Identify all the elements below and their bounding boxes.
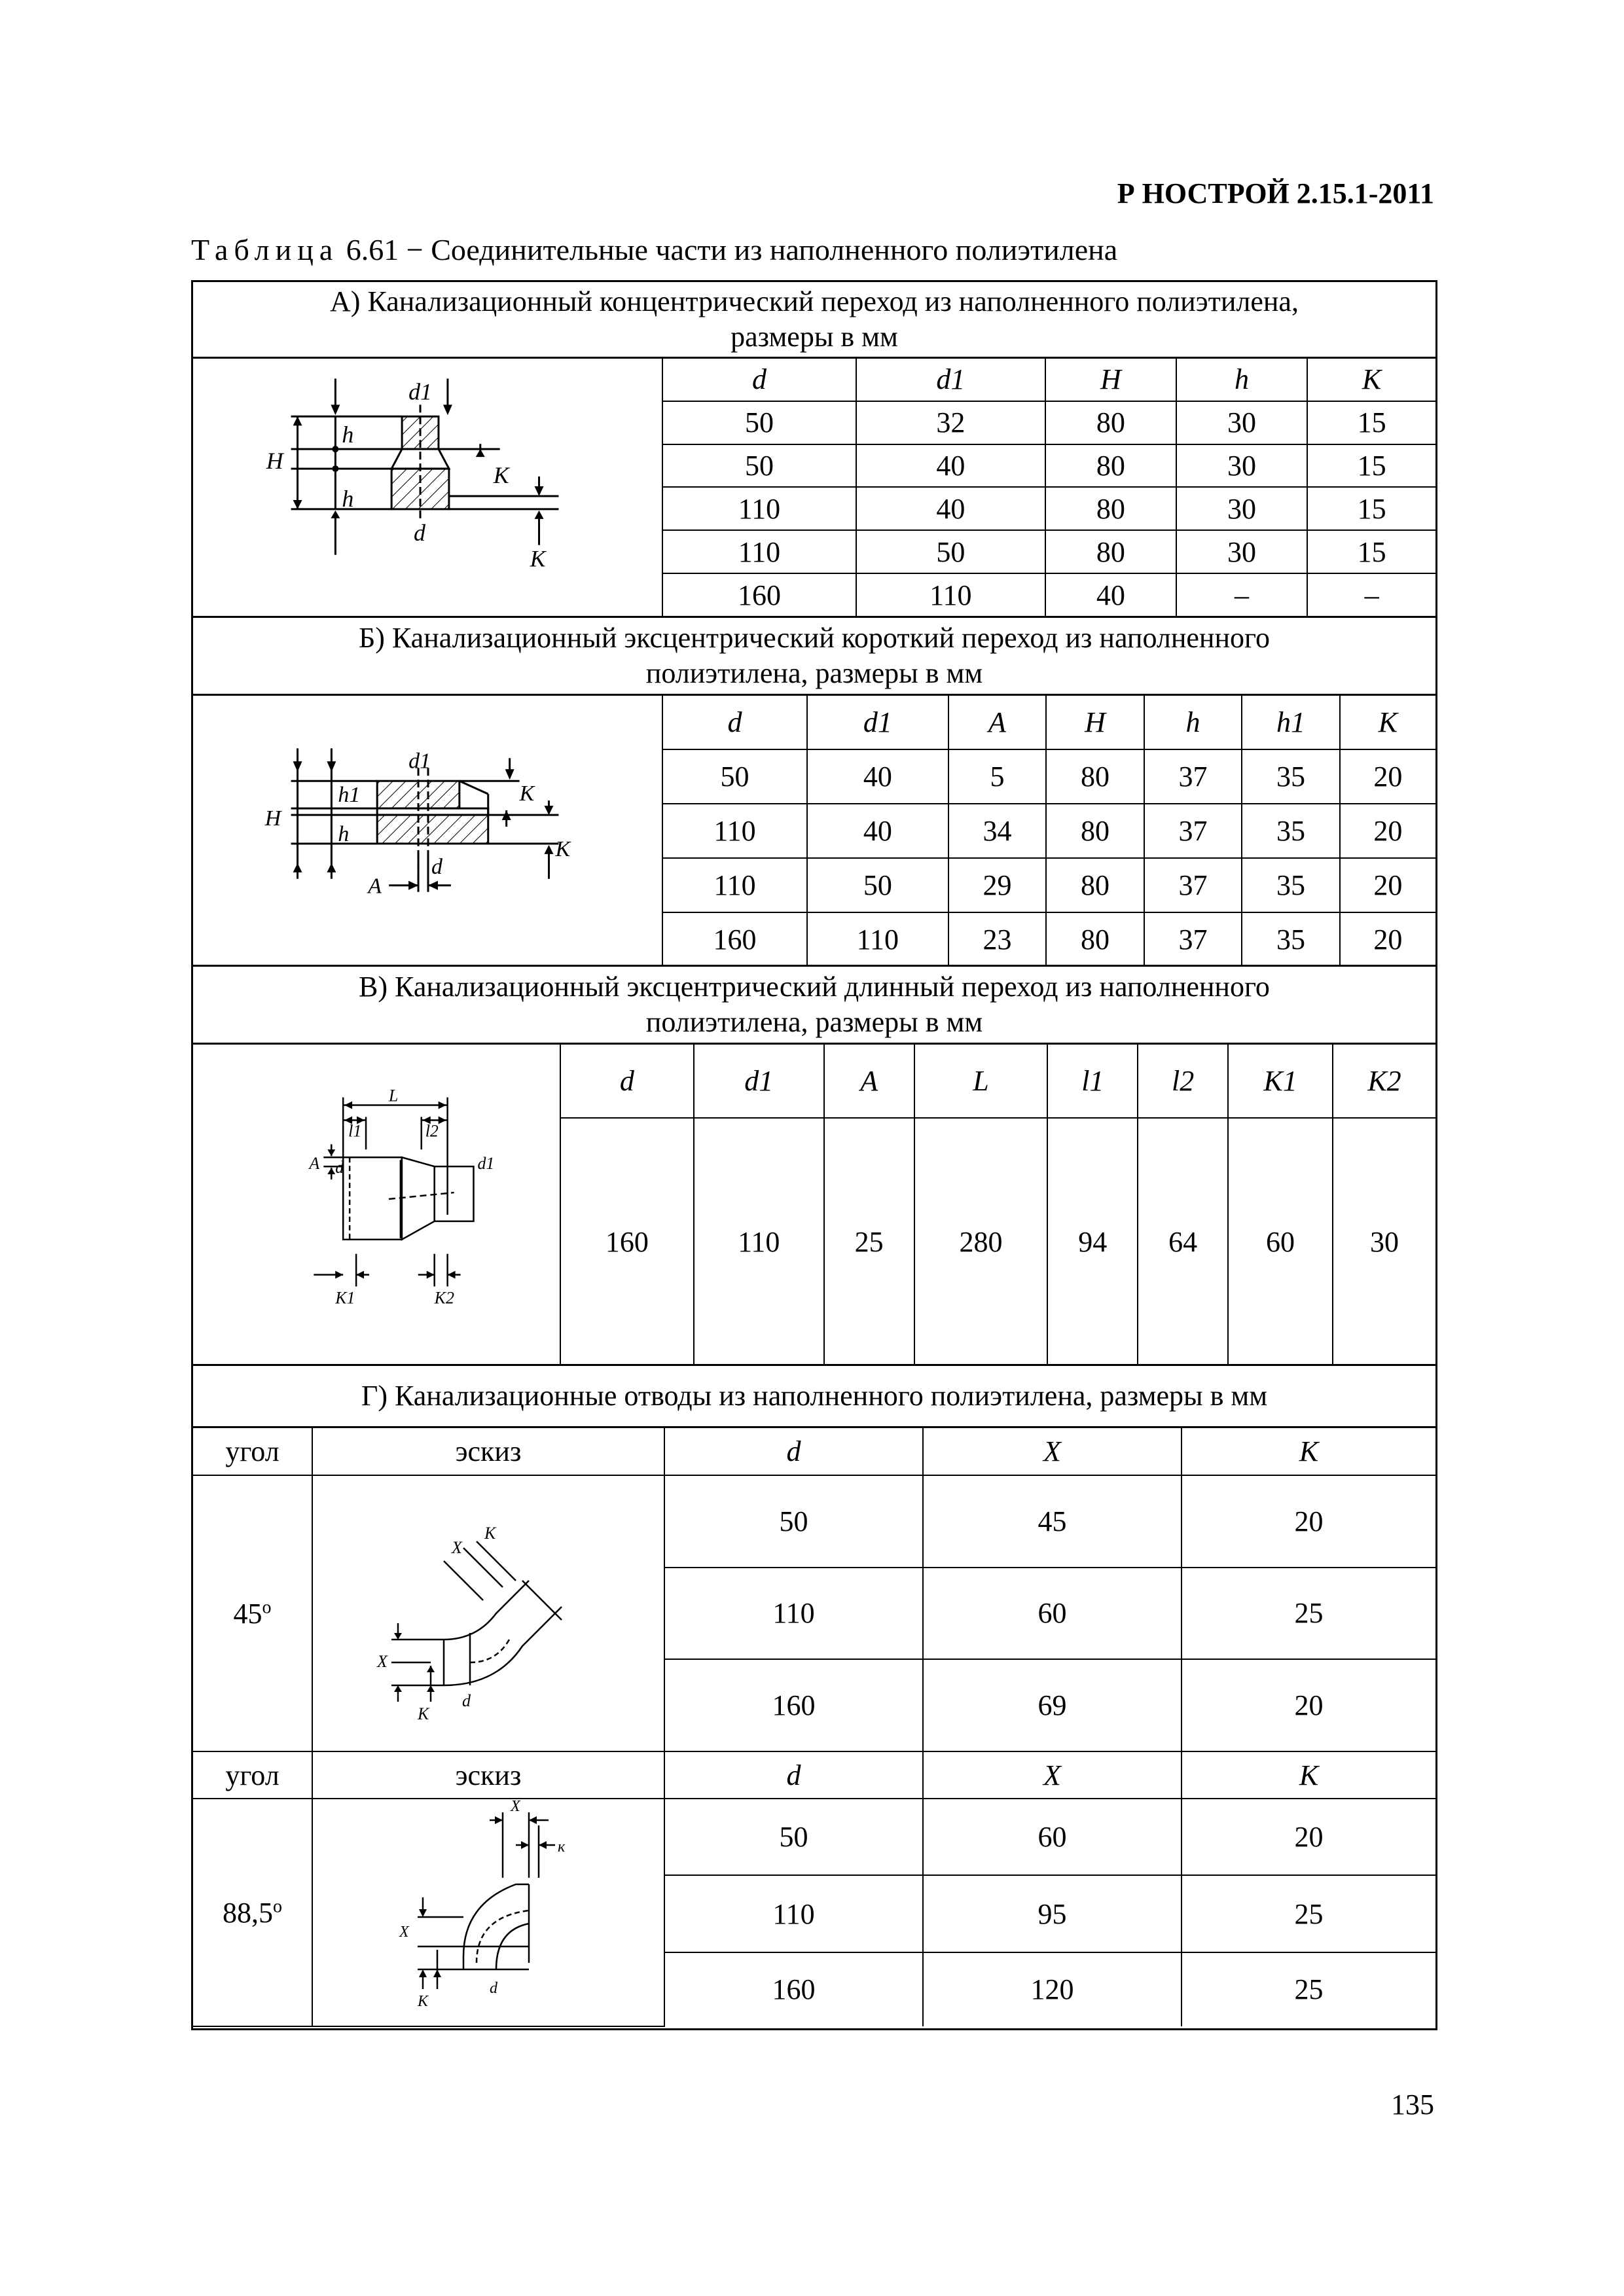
cell: 30: [1333, 1118, 1435, 1365]
cell: 20: [1340, 912, 1435, 966]
cell: 60: [1228, 1118, 1333, 1365]
section-v-header-row: [560, 1045, 1435, 1118]
angle-88-5: [193, 1799, 312, 2026]
table-row: [662, 530, 1435, 573]
cell: 94: [1047, 1118, 1138, 1365]
sketch-88-5-cell: [312, 1799, 664, 2026]
section-a-header-d: d: [662, 359, 856, 401]
cell: 80: [1046, 912, 1144, 966]
section-a-table: [662, 359, 1435, 616]
header-d: d: [664, 1428, 923, 1475]
cell: 50: [664, 1799, 923, 1875]
table-row: [662, 487, 1435, 530]
cell: 110: [694, 1118, 824, 1365]
section-b-title-line1: Б) Канализационный эксцентрический короткий переход из наполненного: [359, 622, 1270, 654]
eccentric-long-reducer-drawing: [193, 1045, 560, 1365]
section-b: [191, 616, 1437, 966]
sketch-v-label-K2: K2: [434, 1288, 454, 1308]
cell: 110: [662, 487, 856, 530]
table-row: [193, 1799, 1435, 1875]
sketch-a-label-d1: d1: [408, 378, 432, 405]
cell: 20: [1340, 858, 1435, 912]
section-b-table: [662, 696, 1435, 966]
section-v-header-d1: d1: [694, 1045, 824, 1118]
sketch-a-label-h-top: h: [342, 422, 354, 448]
sketch-b-label-h1: h1: [338, 783, 361, 808]
document-code: Р НОСТРОЙ 2.15.1-2011: [1117, 177, 1434, 209]
table-row: [662, 401, 1435, 444]
section-v-header-K1: K1: [1228, 1045, 1333, 1118]
sketch-b-label-d1: d1: [408, 749, 431, 774]
sketch-a-label-K-upper: K: [493, 462, 509, 489]
sketch-45-label-K-top: K: [484, 1524, 496, 1543]
cell: 120: [923, 1952, 1182, 2026]
sketch-45-label-X: X: [452, 1538, 462, 1557]
cell: 20: [1182, 1799, 1435, 1875]
cell: 20: [1340, 804, 1435, 858]
header-d: d: [664, 1751, 923, 1799]
cell: 160: [662, 573, 856, 616]
table-row: [662, 858, 1435, 912]
cell: 32: [856, 401, 1045, 444]
cell: 110: [662, 858, 807, 912]
cell: 110: [856, 573, 1045, 616]
table-row: [662, 749, 1435, 804]
sketch-b-label-K-lower: K: [555, 836, 571, 861]
cell: 20: [1182, 1659, 1435, 1751]
section-v-title-line2: полиэтилена, размеры в мм: [645, 1006, 983, 1038]
section-v: [191, 965, 1437, 1365]
cell: 40: [856, 487, 1045, 530]
sketch-b-label-d: d: [431, 854, 442, 879]
section-a: [191, 280, 1437, 618]
section-a-header-d1: d1: [856, 359, 1045, 401]
section-b-header-h1: h1: [1242, 696, 1340, 749]
sketch-45-label-X-side: X: [377, 1652, 388, 1671]
section-v-header-A: A: [824, 1045, 914, 1118]
table-row: [560, 1118, 1435, 1365]
header-X: X: [923, 1751, 1182, 1799]
cell: 110: [662, 530, 856, 573]
cell: 110: [807, 912, 948, 966]
cell: 25: [1182, 1952, 1435, 2026]
cell: 160: [664, 1659, 923, 1751]
header-angle: угол: [193, 1428, 312, 1475]
cell: 34: [948, 804, 1047, 858]
degree-sign: о: [262, 1596, 272, 1617]
cell: 69: [923, 1659, 1182, 1751]
sketch-a-label-H: H: [266, 448, 283, 475]
cell: 25: [824, 1118, 914, 1365]
sketch-b-label-K-upper: K: [519, 781, 535, 806]
table-caption-label: Таблица: [191, 233, 339, 266]
sketch-v-label-d: d: [335, 1158, 344, 1177]
table-caption: [191, 232, 1117, 267]
section-b-header-A: A: [948, 696, 1047, 749]
section-a-title: [193, 280, 1435, 359]
section-b-sketch: [193, 696, 663, 966]
cell: 280: [914, 1118, 1048, 1365]
section-a-header-row: [662, 359, 1435, 401]
table-row: [662, 804, 1435, 858]
table-row: [662, 444, 1435, 488]
cell: 30: [1176, 401, 1307, 444]
cell: 35: [1242, 749, 1340, 804]
section-a-header-h: h: [1176, 359, 1307, 401]
cell: 40: [807, 804, 948, 858]
section-v-sketch: [193, 1045, 561, 1365]
section-b-header-h: h: [1144, 696, 1242, 749]
cell: 37: [1144, 858, 1242, 912]
section-v-header-d: d: [560, 1045, 694, 1118]
cell: 80: [1046, 858, 1144, 912]
elbow-88-5-drawing: [313, 1799, 664, 2026]
sketch-88-label-X-top: X: [511, 1799, 520, 1815]
cell: 15: [1307, 401, 1435, 444]
cell: 35: [1242, 912, 1340, 966]
cell: 80: [1045, 530, 1176, 573]
elbow-45-drawing: [313, 1476, 664, 1751]
cell: 35: [1242, 858, 1340, 912]
sketch-a-label-h-bottom: h: [342, 485, 354, 512]
section-v-header-l2: l2: [1138, 1045, 1228, 1118]
header-sketch: эскиз: [312, 1751, 664, 1799]
page-number: 135: [1391, 2089, 1434, 2121]
cell: 110: [664, 1568, 923, 1660]
sketch-b-label-A: A: [368, 874, 382, 899]
angle-45-value: 45: [233, 1597, 262, 1630]
cell: 95: [923, 1875, 1182, 1952]
header-K: K: [1182, 1428, 1435, 1475]
cell: –: [1176, 573, 1307, 616]
section-a-title-line2: размеры в мм: [731, 321, 898, 353]
cell: 80: [1046, 804, 1144, 858]
section-b-header-row: [662, 696, 1435, 749]
cell: 15: [1307, 444, 1435, 488]
header-sketch: эскиз: [312, 1428, 664, 1475]
header-K: K: [1182, 1751, 1435, 1799]
cell: 80: [1045, 401, 1176, 444]
section-g-title-text: Г) Канализационные отводы из наполненного полиэтилена, размеры в мм: [361, 1380, 1268, 1412]
sketch-v-label-A: A: [309, 1154, 320, 1174]
cell: 50: [662, 444, 856, 488]
cell: 20: [1340, 749, 1435, 804]
table-row: [662, 912, 1435, 966]
cell: 80: [1045, 444, 1176, 488]
sketch-45-cell: [312, 1475, 664, 1751]
cell: 37: [1144, 749, 1242, 804]
cell: 30: [1176, 530, 1307, 573]
sketch-v-label-K1: K1: [335, 1288, 355, 1308]
cell: 160: [662, 912, 807, 966]
sketch-88-label-K: K: [418, 1993, 429, 2010]
angle-45: [193, 1475, 312, 1751]
section-g-title: [193, 1364, 1435, 1428]
cell: 25: [1182, 1568, 1435, 1660]
sketch-88-label-d: d: [490, 1980, 497, 1997]
section-a-sketch: [193, 359, 663, 616]
cell: 60: [923, 1799, 1182, 1875]
header-angle: угол: [193, 1751, 312, 1799]
cell: 15: [1307, 530, 1435, 573]
section-v-table: [560, 1045, 1435, 1365]
cell: 29: [948, 858, 1047, 912]
cell: 50: [807, 858, 948, 912]
sketch-v-label-l2: l2: [425, 1121, 439, 1141]
cell: 110: [664, 1875, 923, 1952]
cell: 160: [560, 1118, 694, 1365]
sketch-45-label-K-bottom: K: [418, 1704, 429, 1723]
cell: 40: [807, 749, 948, 804]
section-b-title-line2: полиэтилена, размеры в мм: [645, 657, 983, 689]
cell: 50: [664, 1475, 923, 1568]
section-g-header-row-2: [193, 1751, 1435, 1799]
cell: 40: [856, 444, 1045, 488]
concentric-reducer-drawing: [193, 359, 662, 616]
cell: 35: [1242, 804, 1340, 858]
section-g: [191, 1364, 1437, 2030]
sketch-88-label-k: к: [558, 1839, 566, 1856]
cell: 40: [1045, 573, 1176, 616]
sketch-v-label-L: L: [388, 1086, 399, 1105]
cell: 45: [923, 1475, 1182, 1568]
cell: 25: [1182, 1875, 1435, 1952]
sketch-45-label-d: d: [462, 1691, 471, 1710]
section-b-header-K: K: [1340, 696, 1435, 749]
sketch-v-label-l1: l1: [348, 1121, 362, 1141]
section-v-title-line1: В) Канализационный эксцентрический длинный переход из наполненного: [359, 971, 1270, 1003]
cell: 30: [1176, 444, 1307, 488]
eccentric-short-reducer-drawing: [193, 696, 662, 966]
table-row: [662, 573, 1435, 616]
cell: 80: [1046, 749, 1144, 804]
section-g-header-row-1: [193, 1428, 1435, 1475]
section-b-header-H: H: [1046, 696, 1144, 749]
cell: 160: [664, 1952, 923, 2026]
section-v-header-l1: l1: [1047, 1045, 1138, 1118]
cell: 5: [948, 749, 1047, 804]
section-a-title-line1: А) Канализационный концентрический переход из наполненного полиэтилена,: [330, 285, 1299, 317]
cell: 15: [1307, 487, 1435, 530]
cell: 20: [1182, 1475, 1435, 1568]
sketch-88-label-X-side: X: [399, 1924, 409, 1941]
sketch-a-label-d: d: [414, 519, 425, 546]
cell: 37: [1144, 912, 1242, 966]
section-g-table: [193, 1428, 1435, 2027]
section-v-title: [193, 965, 1435, 1045]
cell: 64: [1138, 1118, 1228, 1365]
header-X: X: [923, 1428, 1182, 1475]
angle-88-5-value: 88,5: [223, 1896, 273, 1929]
table-caption-text: 6.61 − Соединительные части из наполненного полиэтилена: [338, 233, 1118, 266]
sketch-v-label-d1: d1: [477, 1154, 495, 1174]
sketch-b-label-h: h: [338, 821, 350, 846]
section-v-header-L: L: [914, 1045, 1048, 1118]
section-a-header-K: K: [1307, 359, 1435, 401]
cell: 23: [948, 912, 1047, 966]
section-b-title: [193, 616, 1435, 696]
table-row: [193, 1475, 1435, 1568]
cell: 60: [923, 1568, 1182, 1660]
sketch-b-label-H: H: [264, 806, 281, 831]
cell: –: [1307, 573, 1435, 616]
cell: 80: [1045, 487, 1176, 530]
cell: 50: [662, 401, 856, 444]
degree-sign: о: [273, 1895, 282, 1916]
cell: 110: [662, 804, 807, 858]
cell: 50: [662, 749, 807, 804]
cell: 30: [1176, 487, 1307, 530]
sketch-a-label-K-lower: K: [530, 545, 546, 572]
cell: 50: [856, 530, 1045, 573]
cell: 37: [1144, 804, 1242, 858]
section-v-header-K2: K2: [1333, 1045, 1435, 1118]
section-a-header-H: H: [1045, 359, 1176, 401]
section-b-header-d: d: [662, 696, 807, 749]
section-b-header-d1: d1: [807, 696, 948, 749]
